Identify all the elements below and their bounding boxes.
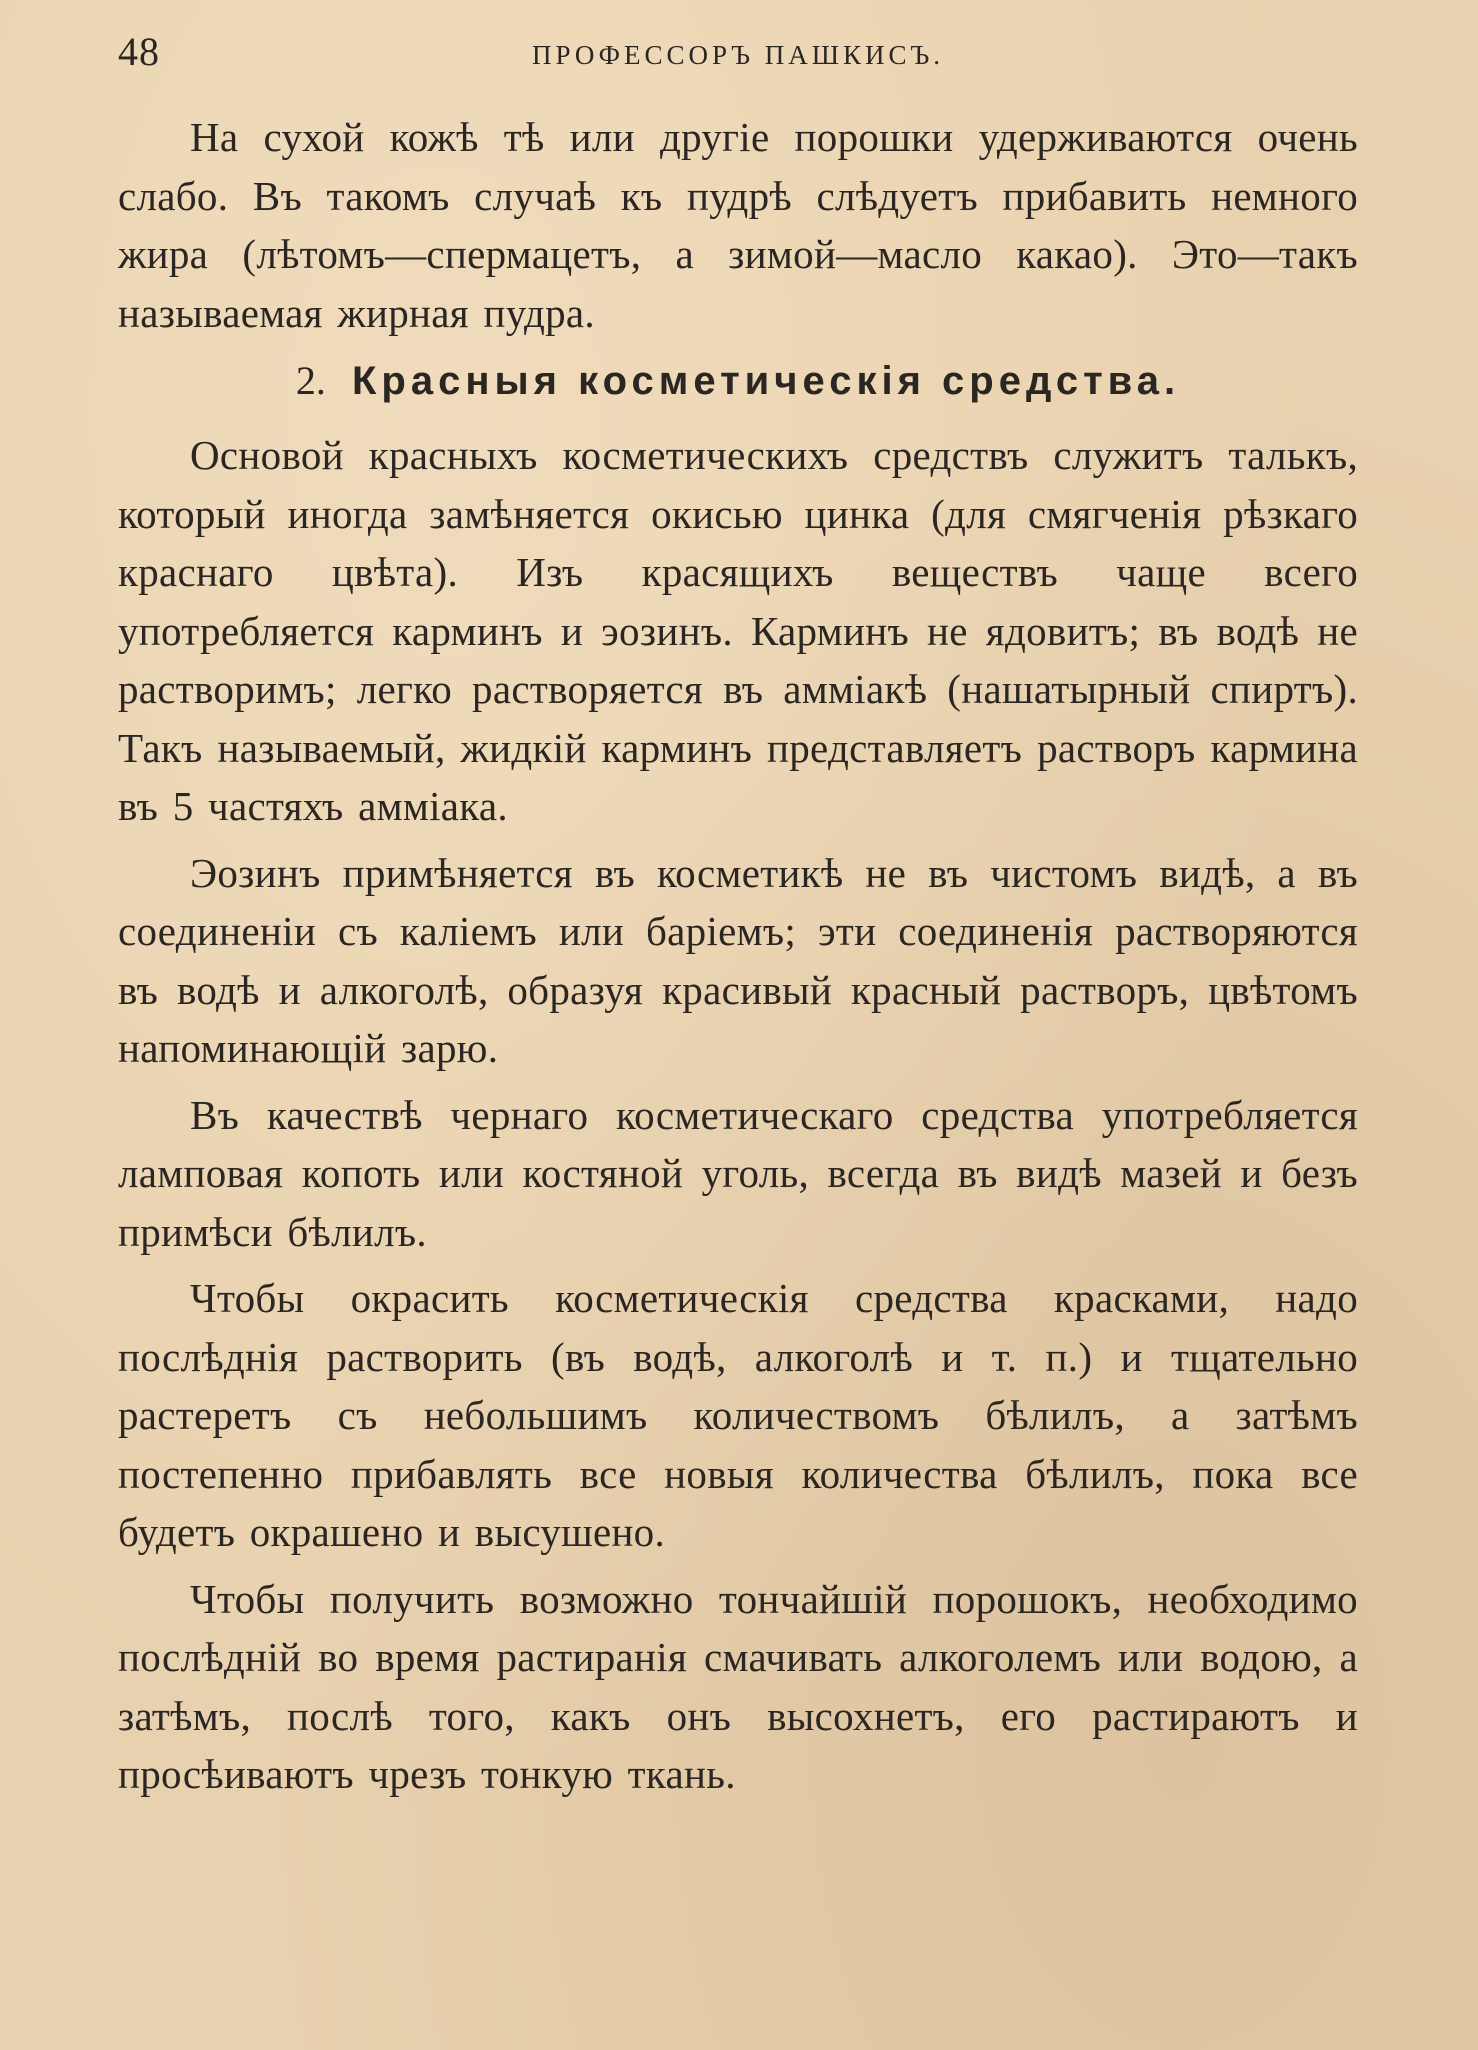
section-number: 2. (295, 358, 326, 403)
page-header (118, 28, 1358, 80)
paragraph-eosin: Эозинъ примѣняется въ косметикѣ не въ чистомъ видѣ, а въ соединеніи съ каліемъ или баріемъ; эти соединенія растворяются въ водѣ и алкоголѣ, образуя красивый красный растворъ, цвѣтомъ напоминающій зарю. (118, 849, 1358, 1071)
section-title: Красныя косметическія средства. (352, 359, 1181, 403)
section-heading (118, 354, 1358, 408)
paragraph-coloring: Чтобы окрасить косметическія средства красками, надо послѣднія растворить (въ водѣ, алкоголѣ и т. п.) и тщательно растеретъ съ небольшимъ количествомъ бѣлилъ, а затѣмъ постепенно прибавлять все новыя количества бѣлилъ, пока все будетъ окрашено и высушено. (118, 1275, 1358, 1555)
paragraph-black-cosmetics: Въ качествѣ чернаго косметическаго средства употребляется ламповая копоть или костяной уголь, всегда въ видѣ мазей и безъ примѣси бѣлилъ. (118, 1091, 1358, 1255)
running-title: ПРОФЕССОРЪ ПАШКИСЪ. (531, 40, 945, 70)
paragraph-oily-powder: На сухой кожѣ тѣ или другіе порошки удерживаются очень слабо. Въ такомъ случаѣ къ пудрѣ слѣдуетъ прибавить немного жира (лѣтомъ—спермацетъ, а зимой—масло какао). Это—такъ называемая жирная пудра. (118, 114, 1358, 336)
page-body (118, 108, 1358, 1812)
paragraph-red-cosmetics: Основой красныхъ косметическихъ средствъ служитъ талькъ, который иногда замѣняется окисью цинка (для смягченія рѣзкаго краснаго цвѣта). Изъ красящихъ веществъ чаще всего употребляется карминъ и эозинъ. Карминъ не ядовитъ; въ водѣ не растворимъ; легко растворяется въ амміакѣ (нашатырный спиртъ). Такъ называемый, жидкій карминъ представляетъ растворъ кармина въ 5 частяхъ амміака. (118, 432, 1358, 829)
page-number: 48 (118, 29, 160, 74)
paragraph-fine-powder: Чтобы получить возможно тончайшій порошокъ, необходимо послѣдній во время растиранія смачивать алкоголемъ или водою, а затѣмъ, послѣ того, какъ онъ высохнетъ, его растираютъ и просѣиваютъ чрезъ тонкую ткань. (118, 1575, 1358, 1797)
